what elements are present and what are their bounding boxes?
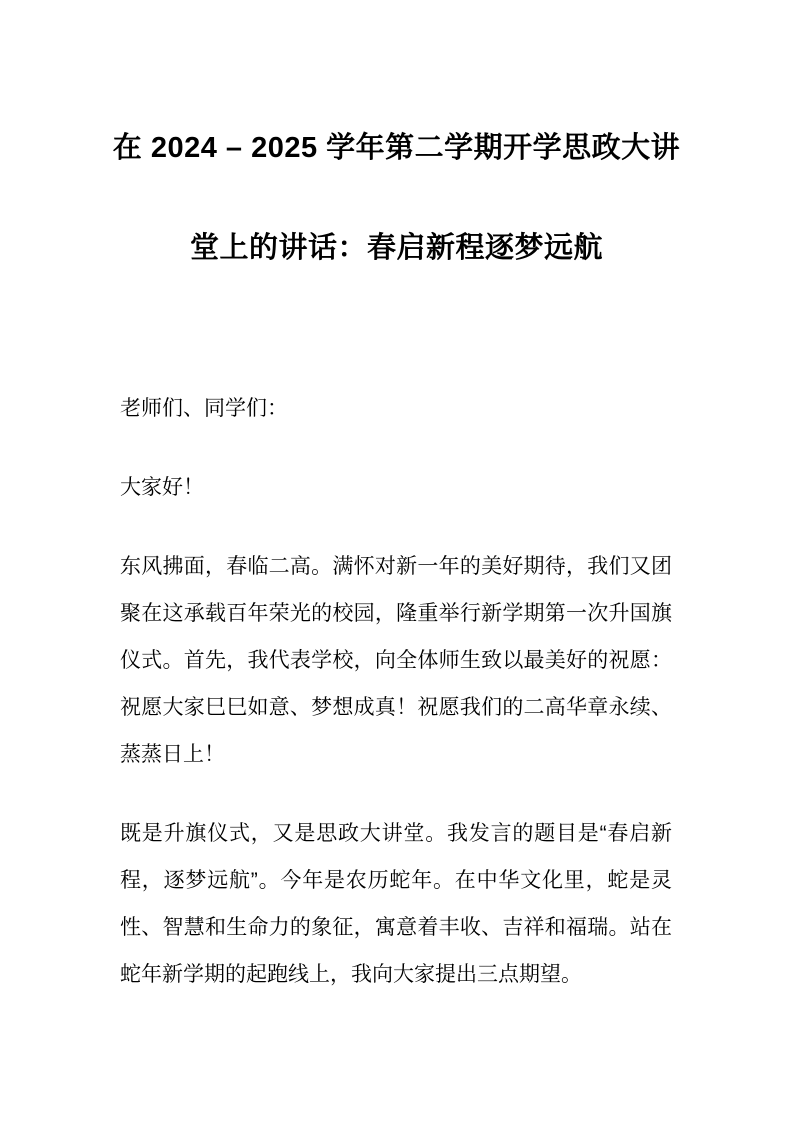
document-title xyxy=(0,0,793,298)
paragraph-opening: 东风拂面，春临二高。满怀对新一年的美好期待，我们又团聚在这承载百年荣光的校园，隆重举行新学期第一次升国旗仪式。首先，我代表学校，向全体师生致以最美好的祝愿：祝愿大家巳巳如意、梦想成真！祝愿我们的二高华章永续、蒸蒸日上！ xyxy=(120,555,672,766)
paragraph-greeting: 大家好！ xyxy=(120,476,204,499)
document-title-line-2: 堂上的讲话：春启新程逐梦远航 xyxy=(189,232,603,264)
document-body xyxy=(120,385,672,998)
paragraph-theme: 既是升旗仪式，又是思政大讲堂。我发言的题目是“春启新程，逐梦远航”。今年是农历蛇年。在中华文化里，蛇是灵性、智慧和生命力的象征，寓意着丰收、吉祥和福瑞。站在蛇年新学期的起跑线上，我向大家提出三点期望。 xyxy=(120,822,672,986)
paragraph-salutation: 老师们、同学们： xyxy=(120,397,288,420)
document-title-line-1: 在 2024 – 2025 学年第二学期开学思政大讲 xyxy=(112,132,681,164)
